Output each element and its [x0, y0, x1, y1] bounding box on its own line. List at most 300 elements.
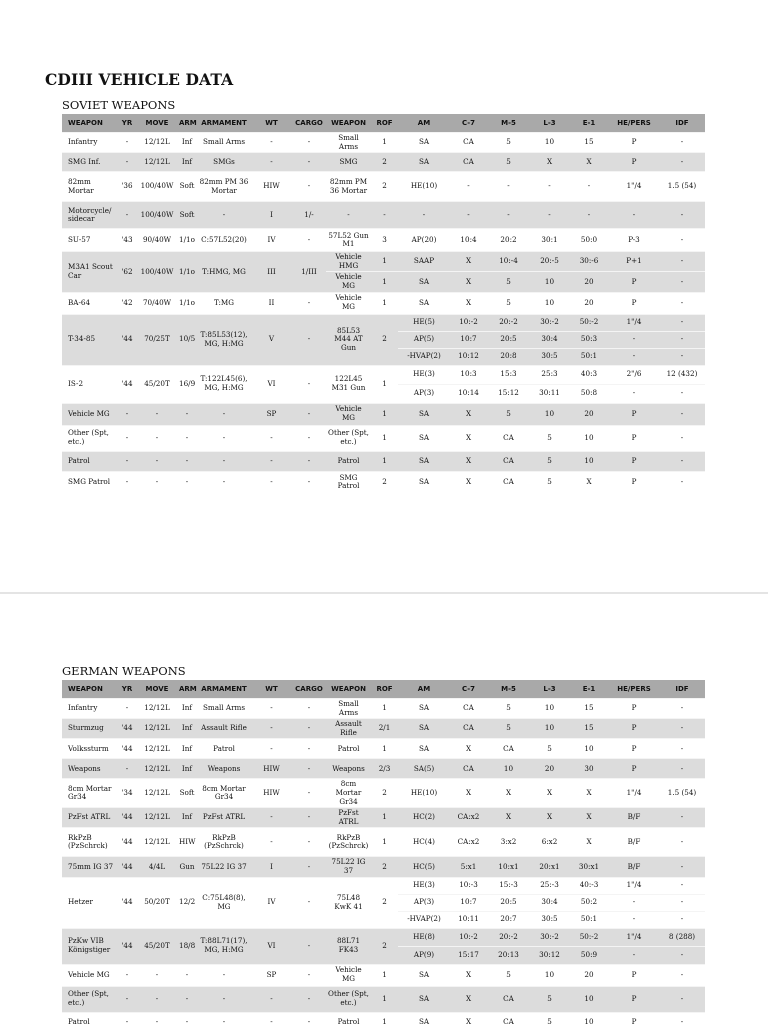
table-cell: 1.5 (54) [659, 172, 705, 202]
table-cell: Patrol [326, 1012, 371, 1032]
table-cell: 10 [569, 451, 609, 471]
table-cell: 70/25T [137, 314, 177, 365]
table-cell: - [197, 1012, 251, 1032]
table-cell: 1/III [292, 252, 326, 292]
table-cell: 10:4 [450, 229, 487, 252]
table-cell: '44 [117, 739, 137, 759]
table-cell: X [450, 272, 487, 292]
table-cell: BA-64 [62, 292, 117, 314]
section-title-soviet: SOVIET WEAPONS [62, 98, 175, 112]
column-header: E-1 [569, 680, 609, 699]
table-cell: '62 [117, 252, 137, 292]
table-cell: - [292, 365, 326, 403]
column-header: MOVE [137, 680, 177, 699]
table-cell: - [659, 229, 705, 252]
table-cell: 90/40W [137, 229, 177, 252]
table-cell: 20:-2 [487, 314, 530, 331]
table-cell: - [292, 699, 326, 719]
table-cell: T:HMG, MG [197, 252, 251, 292]
table-cell: 12/12L [137, 779, 177, 808]
table-cell: - [659, 252, 705, 272]
table-cell: Inf [177, 808, 197, 828]
table-cell: AP(5) [398, 331, 450, 348]
table-cell: Inf [177, 133, 197, 153]
table-cell: '44 [117, 857, 137, 877]
table-cell: 30:1 [530, 229, 569, 252]
table-cell: 5 [530, 451, 569, 471]
table-body [62, 133, 705, 494]
table-cell: PzFst ATRL [326, 808, 371, 828]
table-cell: SMG Inf. [62, 153, 117, 172]
table-cell: 5 [530, 986, 569, 1012]
table-cell: V [251, 314, 292, 365]
table-cell: Weapons [62, 759, 117, 779]
table-cell: 1/- [292, 202, 326, 229]
table-cell: - [292, 403, 326, 425]
table-cell: 5 [530, 739, 569, 759]
column-header: WT [251, 680, 292, 699]
table-cell: - [137, 403, 177, 425]
table-cell: 50:8 [569, 384, 609, 403]
table-cell: 4/4L [137, 857, 177, 877]
table-cell: X [450, 1012, 487, 1032]
table-cell: - [371, 202, 398, 229]
table-row [62, 403, 705, 425]
table-cell: - [609, 946, 659, 964]
german-weapons-table [62, 680, 705, 1032]
table-cell: 1 [371, 133, 398, 153]
table-cell: 5 [487, 153, 530, 172]
table-cell: 1"/4 [609, 314, 659, 331]
table-cell: - [450, 202, 487, 229]
table-cell: - [117, 202, 137, 229]
table-cell: 15 [569, 133, 609, 153]
table-cell: 1"/4 [609, 928, 659, 946]
table-cell: AP(3) [398, 894, 450, 911]
table-cell: Other (Spt, etc.) [62, 986, 117, 1012]
table-cell: - [251, 828, 292, 857]
table-cell: VI [251, 928, 292, 964]
table-cell: 45/20T [137, 928, 177, 964]
table-cell: III [251, 252, 292, 292]
table-cell: - [659, 808, 705, 828]
table-cell: 20 [530, 759, 569, 779]
table-cell: 1 [371, 986, 398, 1012]
table-cell: 12/12L [137, 808, 177, 828]
table-cell: SA [398, 739, 450, 759]
table-body [62, 699, 705, 1032]
table-cell: - [450, 172, 487, 202]
table-cell: - [609, 348, 659, 365]
table-cell: 18/8 [177, 928, 197, 964]
table-cell: - [659, 894, 705, 911]
table-cell: AP(9) [398, 946, 450, 964]
table-cell: 10:3 [450, 365, 487, 384]
table-cell: M3A1 Scout Car [62, 252, 117, 292]
table-cell: - [137, 964, 177, 986]
table-cell: X [450, 986, 487, 1012]
table-cell: 20 [569, 272, 609, 292]
table-cell: 50:-2 [569, 314, 609, 331]
table-cell: SMGs [197, 153, 251, 172]
table-cell: SA [398, 153, 450, 172]
table-cell: - [117, 699, 137, 719]
table-cell: 30:12 [530, 946, 569, 964]
table-cell: 10:-2 [450, 314, 487, 331]
table-cell: 1 [371, 964, 398, 986]
table-cell: X [450, 425, 487, 451]
column-header: M-5 [487, 680, 530, 699]
table-cell: - [251, 699, 292, 719]
table-cell: - [117, 425, 137, 451]
table-cell: - [117, 986, 137, 1012]
table-cell: - [659, 739, 705, 759]
column-header: IDF [659, 680, 705, 699]
table-cell: 12/12L [137, 133, 177, 153]
table-cell: - [659, 292, 705, 314]
table-cell: - [197, 986, 251, 1012]
table-cell: - [292, 425, 326, 451]
table-cell: 10 [530, 272, 569, 292]
table-cell: Inf [177, 699, 197, 719]
table-cell: 30:4 [530, 331, 569, 348]
table-cell: - [251, 719, 292, 739]
table-cell: Inf [177, 739, 197, 759]
table-cell: - [117, 1012, 137, 1032]
table-cell: 57L52 Gun M1 [326, 229, 371, 252]
table-cell: - [177, 964, 197, 986]
table-cell: - [609, 202, 659, 229]
column-header: C-7 [450, 114, 487, 133]
table-row [62, 365, 705, 384]
table-cell: Vehicle MG [62, 964, 117, 986]
table-cell: Inf [177, 759, 197, 779]
table-cell: C:75L48(8), MG [197, 877, 251, 928]
table-cell: 50:1 [569, 911, 609, 928]
table-cell: - [292, 133, 326, 153]
table-cell: Gun [177, 857, 197, 877]
table-cell: 1 [371, 292, 398, 314]
table-cell: Small Arms [197, 133, 251, 153]
table-cell: Hetzer [62, 877, 117, 928]
table-cell: Assault Rifle [197, 719, 251, 739]
table-cell: 30:4 [530, 894, 569, 911]
table-cell: 82mm PM 36 Mortar [326, 172, 371, 202]
table-cell: P [609, 471, 659, 493]
table-cell: CA:x2 [450, 808, 487, 828]
table-cell: Small Arms [197, 699, 251, 719]
table-cell: CA [450, 759, 487, 779]
table-cell: - [609, 331, 659, 348]
table-cell: - [197, 964, 251, 986]
table-cell: 15:12 [487, 384, 530, 403]
table-cell: Vehicle MG [62, 403, 117, 425]
table-cell: 75L22 IG 37 [326, 857, 371, 877]
table-cell: - [117, 153, 137, 172]
table-cell: '44 [117, 928, 137, 964]
table-cell: 1 [371, 828, 398, 857]
table-cell: I [251, 202, 292, 229]
table-cell: Patrol [197, 739, 251, 759]
table-cell: 3 [371, 229, 398, 252]
table-cell: 1 [371, 365, 398, 403]
table-cell: 10:7 [450, 894, 487, 911]
table-cell: - [117, 403, 137, 425]
table-cell: 5 [487, 719, 530, 739]
table-cell: - [292, 877, 326, 928]
table-cell: 75L48 KwK 41 [326, 877, 371, 928]
table-cell: 10:-4 [487, 252, 530, 272]
table-cell: 8 (288) [659, 928, 705, 946]
column-header: ARM [177, 680, 197, 699]
table-cell: CA [487, 471, 530, 493]
table-cell: CA [487, 425, 530, 451]
table-cell: 10:12 [450, 348, 487, 365]
table-cell: X [450, 451, 487, 471]
table-cell: - [292, 928, 326, 964]
table-cell: - [609, 911, 659, 928]
table-cell: - [292, 314, 326, 365]
table-cell: 100/40W [137, 202, 177, 229]
table-cell: - [177, 1012, 197, 1032]
table-cell: - [659, 133, 705, 153]
table-cell: P [609, 292, 659, 314]
table-cell: IV [251, 877, 292, 928]
table-cell: 1 [371, 272, 398, 292]
column-header: WEAPON [62, 114, 117, 133]
table-cell: Infantry [62, 133, 117, 153]
table-cell: 5 [487, 699, 530, 719]
table-cell: HE(10) [398, 172, 450, 202]
table-cell: 70/40W [137, 292, 177, 314]
table-cell: Soft [177, 202, 197, 229]
table-cell: - [292, 857, 326, 877]
table-cell: - [177, 403, 197, 425]
table-cell: 50:3 [569, 331, 609, 348]
table-cell: - [292, 292, 326, 314]
table-cell: 20 [569, 964, 609, 986]
column-header: ARM [177, 114, 197, 133]
table-cell: CA [450, 719, 487, 739]
table-cell: C:57L52(20) [197, 229, 251, 252]
table-cell: P [609, 759, 659, 779]
table-cell: '44 [117, 365, 137, 403]
table-cell: - [659, 272, 705, 292]
table-row [62, 699, 705, 719]
table-cell: P [609, 272, 659, 292]
table-cell: - [398, 202, 450, 229]
table-cell: IV [251, 229, 292, 252]
column-header: MOVE [137, 114, 177, 133]
table-cell: 20:5 [487, 894, 530, 911]
table-cell: 5 [530, 425, 569, 451]
table-cell: 12/12L [137, 719, 177, 739]
table-cell: - [251, 808, 292, 828]
table-cell: 2 [371, 857, 398, 877]
table-cell: - [487, 172, 530, 202]
table-cell: Other (Spt, etc.) [326, 425, 371, 451]
table-cell: 1 [371, 451, 398, 471]
table-cell: 50:1 [569, 348, 609, 365]
table-cell: - [197, 425, 251, 451]
column-header: HE/PERS [609, 680, 659, 699]
table-cell: - [659, 719, 705, 739]
table-cell: SA [398, 719, 450, 739]
table-cell: - [197, 451, 251, 471]
table-row [62, 964, 705, 986]
table-cell: - [292, 1012, 326, 1032]
table-cell: 85L53 M44 AT Gun [326, 314, 371, 365]
column-header: C-7 [450, 680, 487, 699]
table-cell: Infantry [62, 699, 117, 719]
table-cell: - [251, 425, 292, 451]
table-cell: 10 [530, 292, 569, 314]
table-cell: 82mm Mortar [62, 172, 117, 202]
table-cell: X [450, 292, 487, 314]
column-header: WEAPON [326, 114, 371, 133]
table-cell: T:122L45(6), MG, H:MG [197, 365, 251, 403]
table-cell: SA [398, 133, 450, 153]
table-cell: SMG Patrol [62, 471, 117, 493]
column-header: ARMAMENT [197, 114, 251, 133]
table-cell: 25:-3 [530, 877, 569, 894]
table-cell: - [197, 403, 251, 425]
table-cell: 30:-6 [569, 252, 609, 272]
table-cell: 10:14 [450, 384, 487, 403]
table-row [62, 471, 705, 493]
table-cell: X [487, 808, 530, 828]
table-cell: 20:-5 [530, 252, 569, 272]
table-cell: RkPzB (PzSchrck) [62, 828, 117, 857]
table-cell: - [177, 986, 197, 1012]
table-cell: Volkssturm [62, 739, 117, 759]
table-cell: X [450, 403, 487, 425]
table-cell: 12/2 [177, 877, 197, 928]
table-cell: HE(5) [398, 314, 450, 331]
table-cell: - [292, 828, 326, 857]
table-row [62, 719, 705, 739]
table-cell: P [609, 425, 659, 451]
table-cell: Vehicle MG [326, 292, 371, 314]
table-cell: X [450, 739, 487, 759]
table-cell: 15:3 [487, 365, 530, 384]
table-cell: CA [450, 699, 487, 719]
table-cell: 88L71 FK43 [326, 928, 371, 964]
table-cell: P [609, 699, 659, 719]
table-cell: P [609, 133, 659, 153]
table-cell: 5 [487, 403, 530, 425]
table-cell: 30:11 [530, 384, 569, 403]
table-cell: 12/12L [137, 739, 177, 759]
table-row [62, 451, 705, 471]
table-cell: - [659, 331, 705, 348]
table-cell: 20:2 [487, 229, 530, 252]
table-cell: - [659, 202, 705, 229]
table-cell: 1/1o [177, 252, 197, 292]
table-row [62, 928, 705, 946]
table-cell: 10 [530, 719, 569, 739]
table-cell: 2 [371, 928, 398, 964]
table-cell: '44 [117, 828, 137, 857]
table-row [62, 229, 705, 252]
table-cell: 2 [371, 153, 398, 172]
table-cell: X [530, 808, 569, 828]
table-cell: 50:2 [569, 894, 609, 911]
table-cell: 2/1 [371, 719, 398, 739]
table-cell: SAAP [398, 252, 450, 272]
table-row [62, 857, 705, 877]
table-cell: - [609, 384, 659, 403]
table-cell: 10/5 [177, 314, 197, 365]
table-cell: 30:5 [530, 911, 569, 928]
table-row [62, 828, 705, 857]
table-cell: - [659, 153, 705, 172]
table-cell: - [137, 471, 177, 493]
table-cell: - [659, 759, 705, 779]
column-header: WEAPON [326, 680, 371, 699]
table-cell: 50:0 [569, 229, 609, 252]
table-cell: X [569, 779, 609, 808]
table-row [62, 133, 705, 153]
column-header: ROF [371, 680, 398, 699]
table-cell: T:85L53(12), MG, H:MG [197, 314, 251, 365]
table-cell: - [292, 719, 326, 739]
table-cell: 20:-2 [487, 928, 530, 946]
table-row [62, 172, 705, 202]
table-cell: P [609, 153, 659, 172]
table-cell: 20:5 [487, 331, 530, 348]
table-cell: 6:x2 [530, 828, 569, 857]
table-cell: - [659, 911, 705, 928]
table-cell: 10 [530, 699, 569, 719]
section-title-german: GERMAN WEAPONS [62, 664, 186, 678]
table-cell: 15 [569, 719, 609, 739]
table-cell: 30:5 [530, 348, 569, 365]
table-row [62, 759, 705, 779]
table-cell: PzFst ATRL [62, 808, 117, 828]
table-cell: 8cm Mortar Gr34 [62, 779, 117, 808]
table-cell: 2 [371, 471, 398, 493]
table-cell: II [251, 292, 292, 314]
column-header: AM [398, 680, 450, 699]
table-cell: B/F [609, 808, 659, 828]
table-cell: 10 [530, 403, 569, 425]
table-cell: X [569, 828, 609, 857]
table-cell: - [177, 425, 197, 451]
table-cell: CA [487, 1012, 530, 1032]
page-german [0, 594, 768, 1024]
table-cell: 1 [371, 808, 398, 828]
table-cell: - [292, 451, 326, 471]
table-cell: Other (Spt, etc.) [326, 986, 371, 1012]
column-header: WEAPON [62, 680, 117, 699]
table-cell: P [609, 719, 659, 739]
table-cell: 5 [530, 1012, 569, 1032]
table-cell: - [659, 946, 705, 964]
table-cell: 50/20T [137, 877, 177, 928]
table-cell: 12 (432) [659, 365, 705, 384]
table-cell: 5 [487, 964, 530, 986]
table-cell: - [251, 451, 292, 471]
table-cell: HIW [251, 172, 292, 202]
table-cell: CA [450, 133, 487, 153]
table-cell: 40:3 [569, 365, 609, 384]
table-cell: 15 [569, 699, 609, 719]
table-cell: Motorcycle/ sidecar [62, 202, 117, 229]
table-cell: 16/9 [177, 365, 197, 403]
table-cell: - [292, 759, 326, 779]
document-title: CDIII VEHICLE DATA [45, 70, 233, 89]
